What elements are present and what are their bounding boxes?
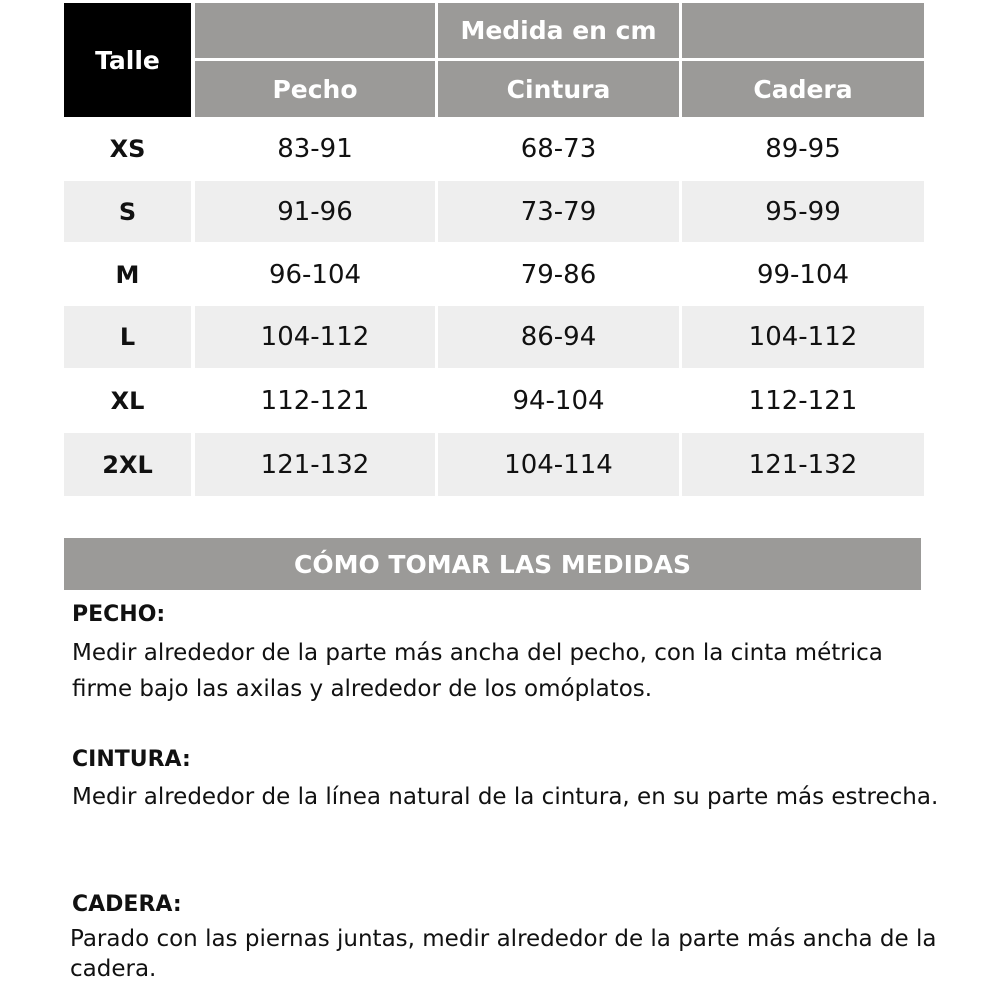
measure-value: 112-121 [748,386,858,416]
measure-value: 83-91 [277,133,353,164]
measure-value: 68-73 [520,133,597,164]
measure-value: 79-86 [520,260,597,290]
column-header-label: Cadera [753,74,853,104]
measure-cell [438,370,679,432]
measure-value: 112-121 [260,386,370,416]
cintura-guide-title: CINTURA: [72,747,191,772]
size-label: S [118,197,137,226]
measure-value: 99-104 [756,260,850,290]
column-header-cadera [682,61,924,117]
header-group-right-blank [682,3,924,58]
measure-cell [682,370,924,432]
size-label: 2XL [102,450,153,479]
measure-cell [438,306,679,368]
cadera-guide-text: Parado con las piernas juntas, medir alrededor de la parte más ancha de la cadera. [70,926,937,982]
talle-header-label: Talle [95,45,160,75]
size-cell [64,370,191,432]
measure-cell [682,433,924,496]
size-cell [64,244,191,306]
talle-header [64,3,191,117]
measure-cell [195,181,435,242]
measure-value: 104-112 [748,322,858,352]
size-label: L [119,323,136,351]
measure-value: 91-96 [277,196,353,227]
pecho-guide-text: Medir alrededor de la parte más ancha del pecho, con la cinta métrica firme bajo las axilas y alrededor de los omóplatos. [72,640,883,702]
measure-cell [438,117,679,180]
measure-value: 94-104 [512,386,605,416]
measure-cell [438,433,679,496]
measure-value: 121-132 [748,449,858,480]
measure-cell [195,117,435,180]
size-label: XL [110,387,145,415]
measure-cell [682,181,924,242]
measure-cell [438,181,679,242]
measure-value: 95-99 [765,196,841,227]
size-cell [64,433,191,496]
measure-value: 96-104 [268,260,362,290]
size-cell [64,306,191,368]
measure-value: 73-79 [520,196,597,227]
measure-value: 104-112 [260,322,370,352]
header-group-left-blank [195,3,435,58]
cadera-guide-title: CADERA: [72,892,182,917]
column-header-pecho [195,61,435,117]
size-cell [64,117,191,180]
pecho-guide-title: PECHO: [72,602,166,627]
size-cell [64,181,191,242]
how-to-measure-title: CÓMO TOMAR LAS MEDIDAS [293,549,692,579]
measure-value: 86-94 [520,322,597,352]
column-header-cintura [438,61,679,117]
how-to-measure-banner [64,538,921,590]
measure-cell [682,244,924,306]
cintura-guide-text: Medir alrededor de la línea natural de la cintura, en su parte más estrecha. [72,784,939,810]
measure-value: 89-95 [765,133,841,164]
measure-group-header [438,3,679,58]
size-label: M [115,261,140,289]
column-header-label: Pecho [272,74,358,104]
column-header-label: Cintura [506,74,611,104]
measure-value: 121-132 [260,449,370,480]
measure-cell [195,433,435,496]
size-label: XS [109,134,146,163]
measure-cell [195,244,435,306]
measure-cell [195,370,435,432]
measure-value: 104-114 [504,449,613,480]
measure-group-label: Medida en cm [460,16,657,45]
measure-cell [438,244,679,306]
measure-cell [195,306,435,368]
measure-cell [682,306,924,368]
measure-cell [682,117,924,180]
